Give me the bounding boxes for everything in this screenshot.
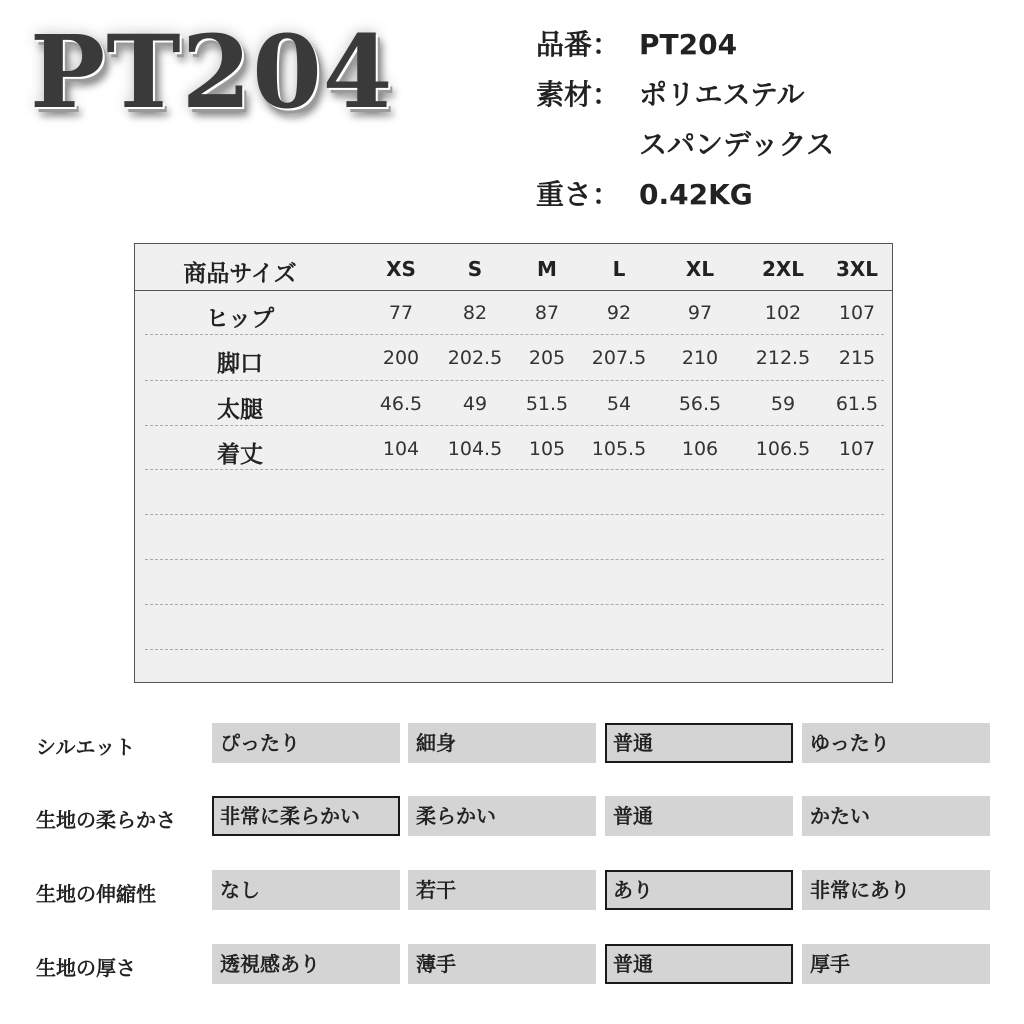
table-cell: 77 bbox=[388, 302, 414, 324]
size-label: XS bbox=[386, 257, 416, 281]
table-cell: 51.5 bbox=[525, 393, 569, 415]
spec-row-material-2 bbox=[536, 120, 834, 170]
row-divider bbox=[145, 334, 884, 335]
spec-row-product-number bbox=[536, 20, 834, 70]
table-cell: 202.5 bbox=[447, 347, 503, 369]
table-cell: 212.5 bbox=[755, 347, 811, 369]
row-label: 太腿 bbox=[217, 397, 263, 423]
spec-value: ポリエステル bbox=[639, 78, 805, 111]
size-table-header bbox=[135, 244, 892, 291]
spec-label: 素材： bbox=[536, 78, 621, 111]
size-table-title: 商品サイズ bbox=[183, 261, 297, 287]
spec-value: スパンデックス bbox=[639, 128, 835, 161]
row-label: 脚口 bbox=[217, 351, 263, 377]
row-label: 着丈 bbox=[217, 442, 263, 468]
attribute-label: 生地の柔らかさ bbox=[36, 808, 176, 832]
attribute-option: かたい bbox=[802, 796, 990, 836]
attribute-row-softness bbox=[0, 796, 1024, 836]
product-specs bbox=[536, 20, 834, 220]
attribute-option: 普通 bbox=[605, 723, 793, 763]
size-label: M bbox=[537, 257, 557, 281]
attribute-option: 薄手 bbox=[408, 944, 596, 984]
table-cell: 207.5 bbox=[591, 347, 647, 369]
attribute-option: 非常に柔らかい bbox=[212, 796, 400, 836]
spec-label: 品番： bbox=[536, 28, 621, 61]
attribute-row-silhouette bbox=[0, 723, 1024, 763]
table-cell: 105.5 bbox=[591, 438, 647, 460]
attribute-option: 厚手 bbox=[802, 944, 990, 984]
table-cell: 54 bbox=[606, 393, 632, 415]
table-row bbox=[135, 427, 892, 472]
table-cell: 82 bbox=[462, 302, 488, 324]
table-row bbox=[135, 291, 892, 336]
table-cell: 107 bbox=[838, 438, 876, 460]
table-cell: 56.5 bbox=[678, 393, 722, 415]
product-logo: PT204 bbox=[30, 13, 394, 131]
table-cell: 102 bbox=[764, 302, 802, 324]
attribute-option: 非常にあり bbox=[802, 870, 990, 910]
attribute-option: ぴったり bbox=[212, 723, 400, 763]
attribute-option: 柔らかい bbox=[408, 796, 596, 836]
row-label: ヒップ bbox=[205, 306, 275, 332]
size-table bbox=[134, 243, 893, 683]
attribute-row-stretch bbox=[0, 870, 1024, 910]
row-divider bbox=[145, 559, 884, 560]
attribute-label: 生地の厚さ bbox=[36, 956, 136, 980]
table-cell: 92 bbox=[606, 302, 632, 324]
row-divider bbox=[145, 425, 884, 426]
attribute-option: 普通 bbox=[605, 944, 793, 984]
table-cell: 105 bbox=[528, 438, 566, 460]
size-label: 3XL bbox=[835, 257, 879, 281]
spec-row-weight bbox=[536, 170, 834, 220]
table-cell: 104 bbox=[382, 438, 420, 460]
spec-label bbox=[536, 120, 639, 170]
attribute-option: ゆったり bbox=[802, 723, 990, 763]
table-cell: 200 bbox=[382, 347, 420, 369]
row-divider bbox=[145, 649, 884, 650]
spec-value: PT204 bbox=[639, 28, 738, 61]
table-cell: 61.5 bbox=[835, 393, 879, 415]
table-cell: 107 bbox=[838, 302, 876, 324]
attribute-label: 生地の伸縮性 bbox=[36, 882, 156, 906]
table-cell: 49 bbox=[462, 393, 488, 415]
table-cell: 87 bbox=[534, 302, 560, 324]
spec-label: 重さ： bbox=[536, 178, 621, 211]
attribute-option: なし bbox=[212, 870, 400, 910]
table-cell: 106.5 bbox=[755, 438, 811, 460]
size-label: 2XL bbox=[761, 257, 805, 281]
attribute-option: 若干 bbox=[408, 870, 596, 910]
attribute-label: シルエット bbox=[36, 735, 136, 759]
row-divider bbox=[145, 380, 884, 381]
table-cell: 205 bbox=[528, 347, 566, 369]
table-cell: 59 bbox=[770, 393, 796, 415]
table-cell: 210 bbox=[681, 347, 719, 369]
table-cell: 215 bbox=[838, 347, 876, 369]
table-cell: 97 bbox=[687, 302, 713, 324]
table-cell: 106 bbox=[681, 438, 719, 460]
attribute-option: 普通 bbox=[605, 796, 793, 836]
attribute-option: 細身 bbox=[408, 723, 596, 763]
table-row bbox=[135, 382, 892, 427]
table-cell: 46.5 bbox=[379, 393, 423, 415]
attribute-row-thickness bbox=[0, 944, 1024, 984]
spec-value: 0.42KG bbox=[639, 178, 753, 211]
table-row bbox=[135, 336, 892, 381]
table-cell: 104.5 bbox=[447, 438, 503, 460]
attribute-option: 透視感あり bbox=[212, 944, 400, 984]
attribute-option: あり bbox=[605, 870, 793, 910]
size-label: L bbox=[612, 257, 626, 281]
size-label: S bbox=[467, 257, 483, 281]
spec-row-material bbox=[536, 70, 834, 120]
row-divider bbox=[145, 604, 884, 605]
row-divider bbox=[145, 514, 884, 515]
row-divider bbox=[145, 469, 884, 470]
size-label: XL bbox=[685, 257, 715, 281]
